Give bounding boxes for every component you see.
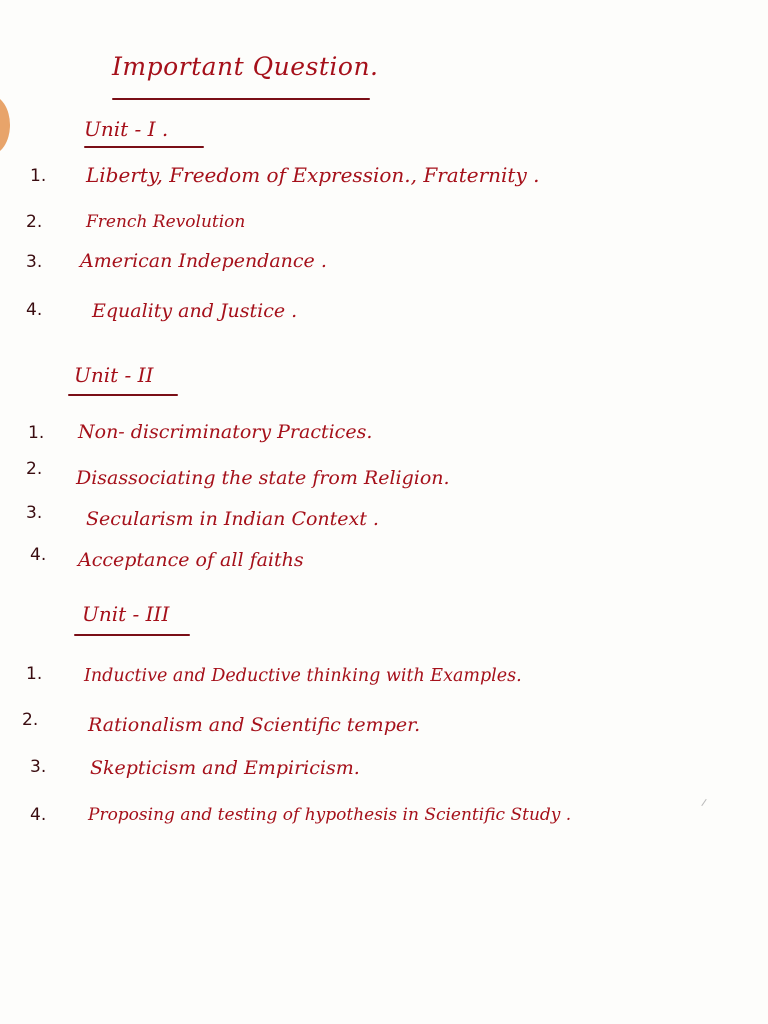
unit-2-item-3-text: Secularism in Indian Context . [86, 508, 379, 530]
unit-2-item-2-text: Disassociating the state from Religion. [76, 467, 450, 489]
unit-3-item-2-text: Rationalism and Scientific temper. [88, 714, 421, 736]
unit-1-heading: Unit - I . [84, 117, 169, 141]
unit-1-item-1-text: Liberty, Freedom of Expression., Fraternity . [86, 163, 540, 187]
unit-3-underline [74, 634, 190, 636]
unit-1-item-1-number: 1. [30, 166, 47, 186]
unit-1-item-4-text: Equality and Justice . [92, 300, 298, 322]
unit-2-item-1-text: Non- discriminatory Practices. [78, 421, 373, 443]
unit-2-item-2-number: 2. [26, 459, 43, 479]
unit-3-item-3-text: Skepticism and Empiricism. [90, 757, 360, 779]
unit-3-item-4-text: Proposing and testing of hypothesis in Scientific Study . [88, 805, 572, 825]
unit-2-item-1-number: 1. [28, 423, 45, 443]
pen-mark [701, 799, 706, 806]
unit-2-item-3-number: 3. [26, 503, 43, 523]
unit-3-item-1-number: 1. [26, 664, 43, 684]
unit-3-item-4-number: 4. [30, 805, 47, 825]
unit-1-item-2-text: French Revolution [86, 212, 246, 232]
unit-1-item-4-number: 4. [26, 300, 43, 320]
unit-2-item-4-number: 4. [30, 545, 47, 565]
unit-2-underline [68, 394, 178, 396]
unit-1-item-3-number: 3. [26, 252, 43, 272]
page-edge-shadow [0, 95, 10, 155]
unit-3-item-3-number: 3. [30, 757, 47, 777]
title-underline [112, 98, 370, 100]
unit-2-heading: Unit - II [74, 363, 154, 387]
unit-2-item-4-text: Acceptance of all faiths [78, 549, 304, 571]
unit-3-item-2-number: 2. [22, 710, 39, 730]
unit-1-underline [84, 146, 204, 148]
unit-3-item-1-text: Inductive and Deductive thinking with Examples. [84, 666, 522, 686]
unit-3-heading: Unit - III [82, 602, 170, 626]
page-title: Important Question. [112, 52, 379, 81]
unit-1-item-3-text: American Independance . [80, 250, 327, 272]
unit-1-item-2-number: 2. [26, 212, 43, 232]
